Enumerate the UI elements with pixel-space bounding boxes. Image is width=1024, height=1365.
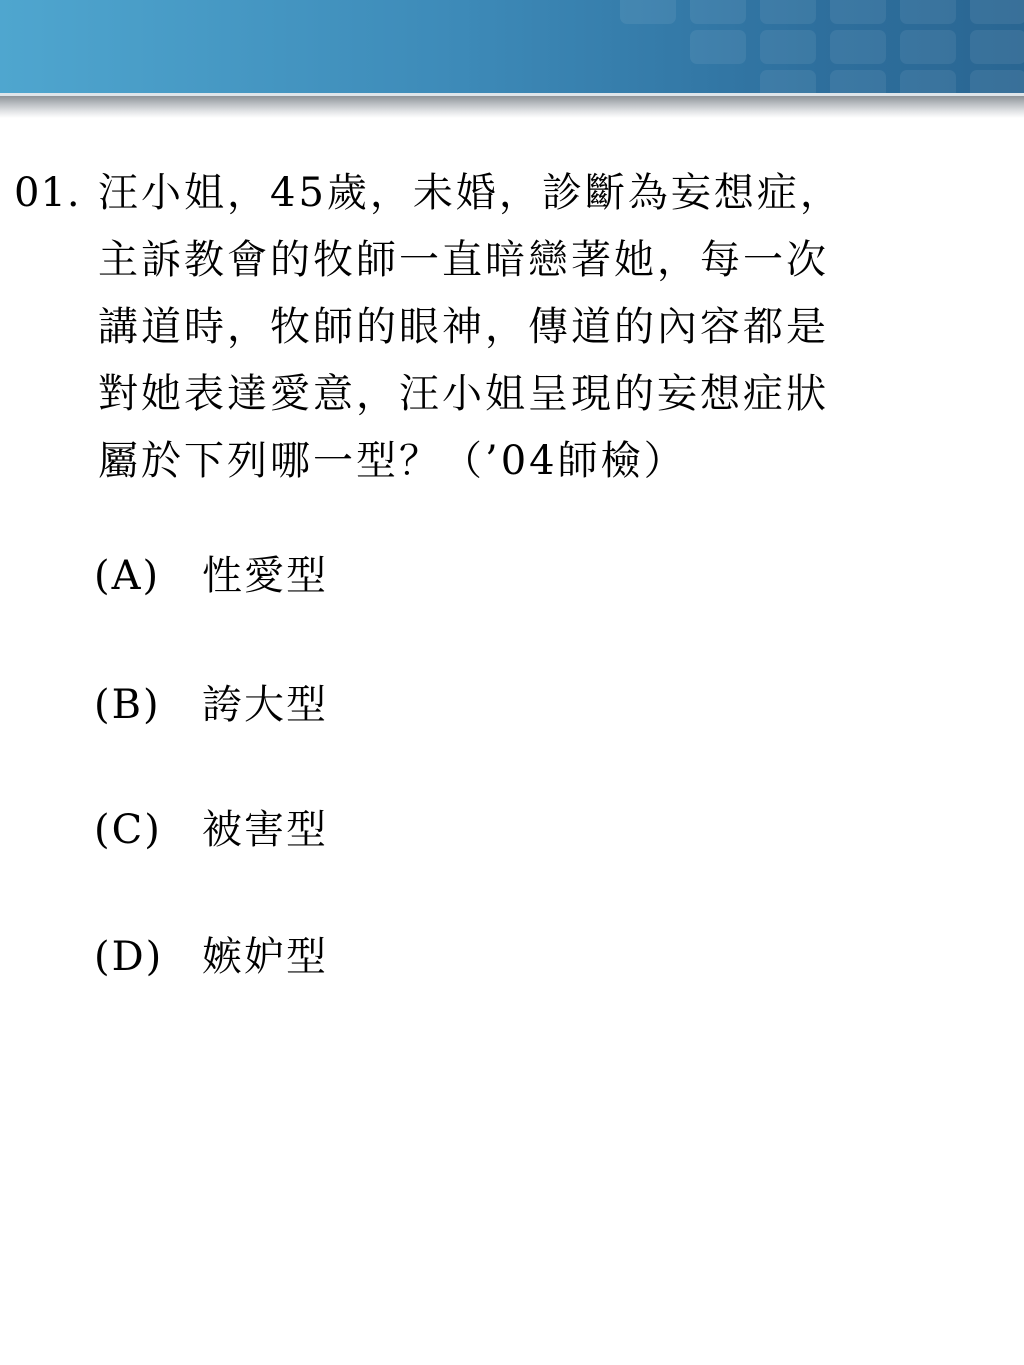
option-d	[94, 932, 328, 982]
decorative-tile	[690, 30, 746, 64]
option-text: 性愛型	[202, 553, 328, 599]
decorative-tile	[830, 70, 886, 93]
option-label: (A)	[94, 553, 161, 599]
option-text: 誇大型	[202, 682, 328, 728]
question-line: 屬於下列哪一型？（’04師檢）	[98, 438, 687, 484]
decorative-tile	[830, 0, 886, 24]
option-text: 嫉妒型	[202, 934, 328, 980]
option-a	[94, 551, 328, 601]
decorative-tile	[970, 0, 1024, 24]
decorative-tile	[690, 0, 746, 24]
decorative-tile	[900, 30, 956, 64]
decorative-tile	[760, 0, 816, 24]
decorative-tile	[900, 0, 956, 24]
question-text	[98, 160, 1010, 495]
decorative-tile	[900, 70, 956, 93]
option-text: 被害型	[202, 807, 328, 853]
option-label: (C)	[94, 807, 162, 853]
decorative-tile	[970, 30, 1024, 64]
question-line: 對她表達愛意，汪小姐呈現的妄想症狀	[98, 371, 829, 417]
option-c	[94, 805, 328, 855]
decorative-tile	[760, 30, 816, 64]
decorative-tile	[830, 30, 886, 64]
question-line: 主訴教會的牧師一直暗戀著她，每一次	[98, 237, 829, 283]
question-line: 汪小姐，45歲，未婚，診斷為妄想症，	[98, 170, 843, 216]
decorative-tile	[620, 0, 676, 24]
header-banner	[0, 0, 1024, 93]
question-line: 講道時，牧師的眼神，傳道的內容都是	[98, 304, 829, 350]
question-number: 01.	[14, 170, 81, 216]
option-label: (B)	[94, 682, 161, 728]
option-label: (D)	[94, 934, 164, 980]
decorative-tile	[760, 70, 816, 93]
option-b	[94, 680, 328, 730]
decorative-tile	[970, 70, 1024, 93]
header-shadow-band	[0, 96, 1024, 118]
